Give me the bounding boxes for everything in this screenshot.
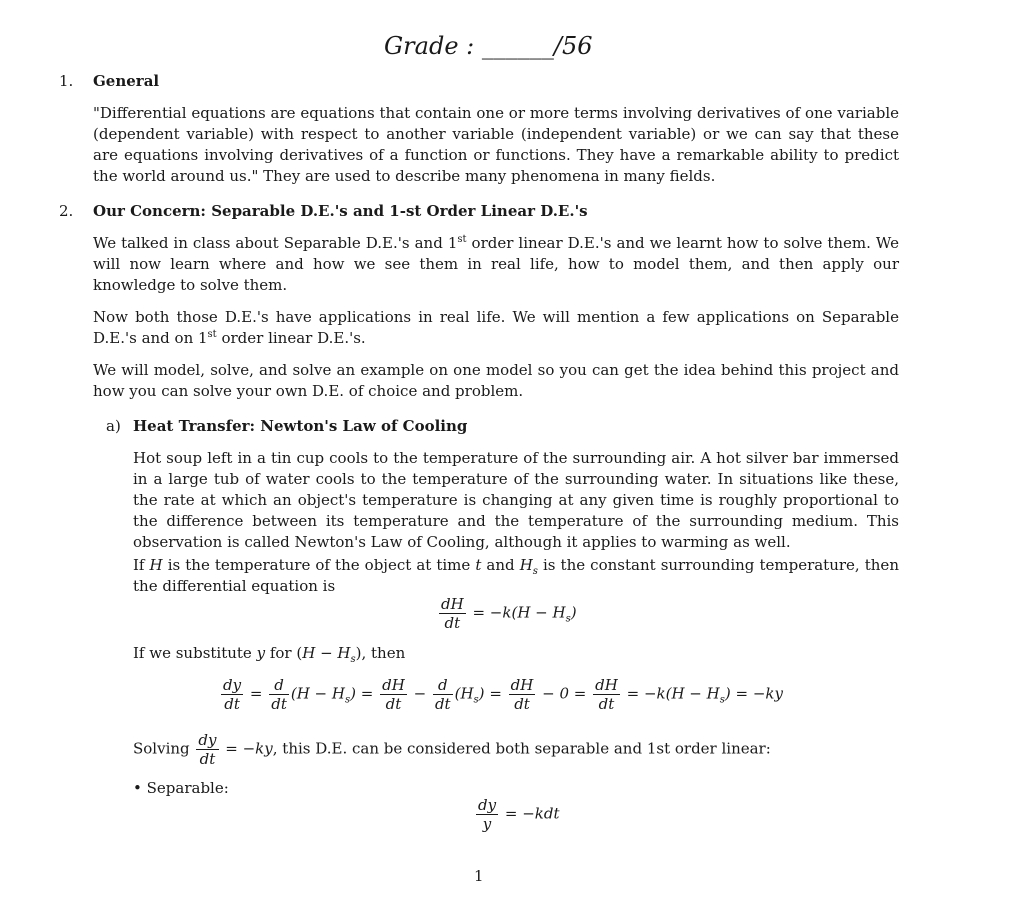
section-2-paragraph-3: We will model, solve, and solve an example on one model so you can get the idea behind this project and how you can solve your own D.E. of choice and problem. — [93, 361, 899, 400]
superscript-st: st — [457, 234, 467, 245]
equation-separable: $\frac{dy}{y}$ = −kdt — [478, 796, 560, 833]
subsection-a-title: Heat Transfer: Newton's Law of Cooling — [133, 417, 468, 435]
bullet-dot-icon: • — [133, 779, 142, 797]
section-2-number: 2. — [59, 202, 74, 220]
section-1-paragraph: "Differential equations are equations that contain one or more terms involving derivatives of one variable (dependent variable) with respect to another variable (independent variable) or we can say that these are equations involving derivatives of a function or functions. They have a remarkable ability to predict the world around us." They are used to describe many phenomena in many fields. — [93, 104, 899, 185]
grade-header: Grade : ______/56 — [384, 32, 593, 60]
page-number: 1 — [474, 867, 484, 885]
equation-substitution-chain: $\frac{dy}{dt}$ = $\frac{d}{dt}$ $(H - H_s)$ = $\frac{dH}{dt}$ − $\frac{d}{dt}$ $(H_s)$ = $\frac{dH}{dt}$ − 0 = $\frac{dH}{dt}$ = $-k(H - H_s) = -ky$ — [223, 676, 783, 713]
subsection-a-label: a) — [106, 417, 121, 435]
section-1-title: General — [93, 72, 160, 90]
section-2-paragraph-2: Now both those D.E.'s have applications in real life. We will mention a few applications on Separable D.E.'s and on 1st order linear D.E.'s. — [93, 308, 899, 347]
substitute-sentence: If we substitute y for $(H - H_s)$, then — [133, 644, 406, 665]
solving-sentence: Solving $\frac{dy}{dt}$ = −ky, this D.E. can be considered both separable and 1st order linear: — [133, 731, 771, 768]
section-2-paragraph-1: We talked in class about Separable D.E.'s and 1st order linear D.E.'s and we learnt how to solve them. We will now learn where and how we see them in real life, how to model them, and then apply our knowledge to solve them. — [93, 234, 900, 294]
newton-cooling-paragraph: Hot soup left in a tin cup cools to the temperature of the surrounding air. A hot silver bar immersed in a large tub of water cools to the temperature of the surrounding water. In situations like these, the rate at which an object's temperature is changing at any given time is roughly proportional to the difference between its temperature and the temperature of the surrounding medium. This observation is called Newton's Law of Cooling, although it applies to warming as well. — [133, 449, 899, 551]
section-1-number: 1. — [59, 72, 74, 90]
equation-newton-cooling: $\frac{dH}{dt}$ = $-k(H - H_s)$ — [441, 595, 577, 632]
newton-cooling-definition: If H is the temperature of the object at time t and $H_s$ is the constant surrounding temperature, then the differential equation is — [133, 556, 899, 595]
bullet-separable: • Separable: — [133, 779, 229, 797]
section-2-title: Our Concern: Separable D.E.'s and 1-st Order Linear D.E.'s — [93, 202, 588, 220]
superscript-st: st — [207, 329, 217, 340]
